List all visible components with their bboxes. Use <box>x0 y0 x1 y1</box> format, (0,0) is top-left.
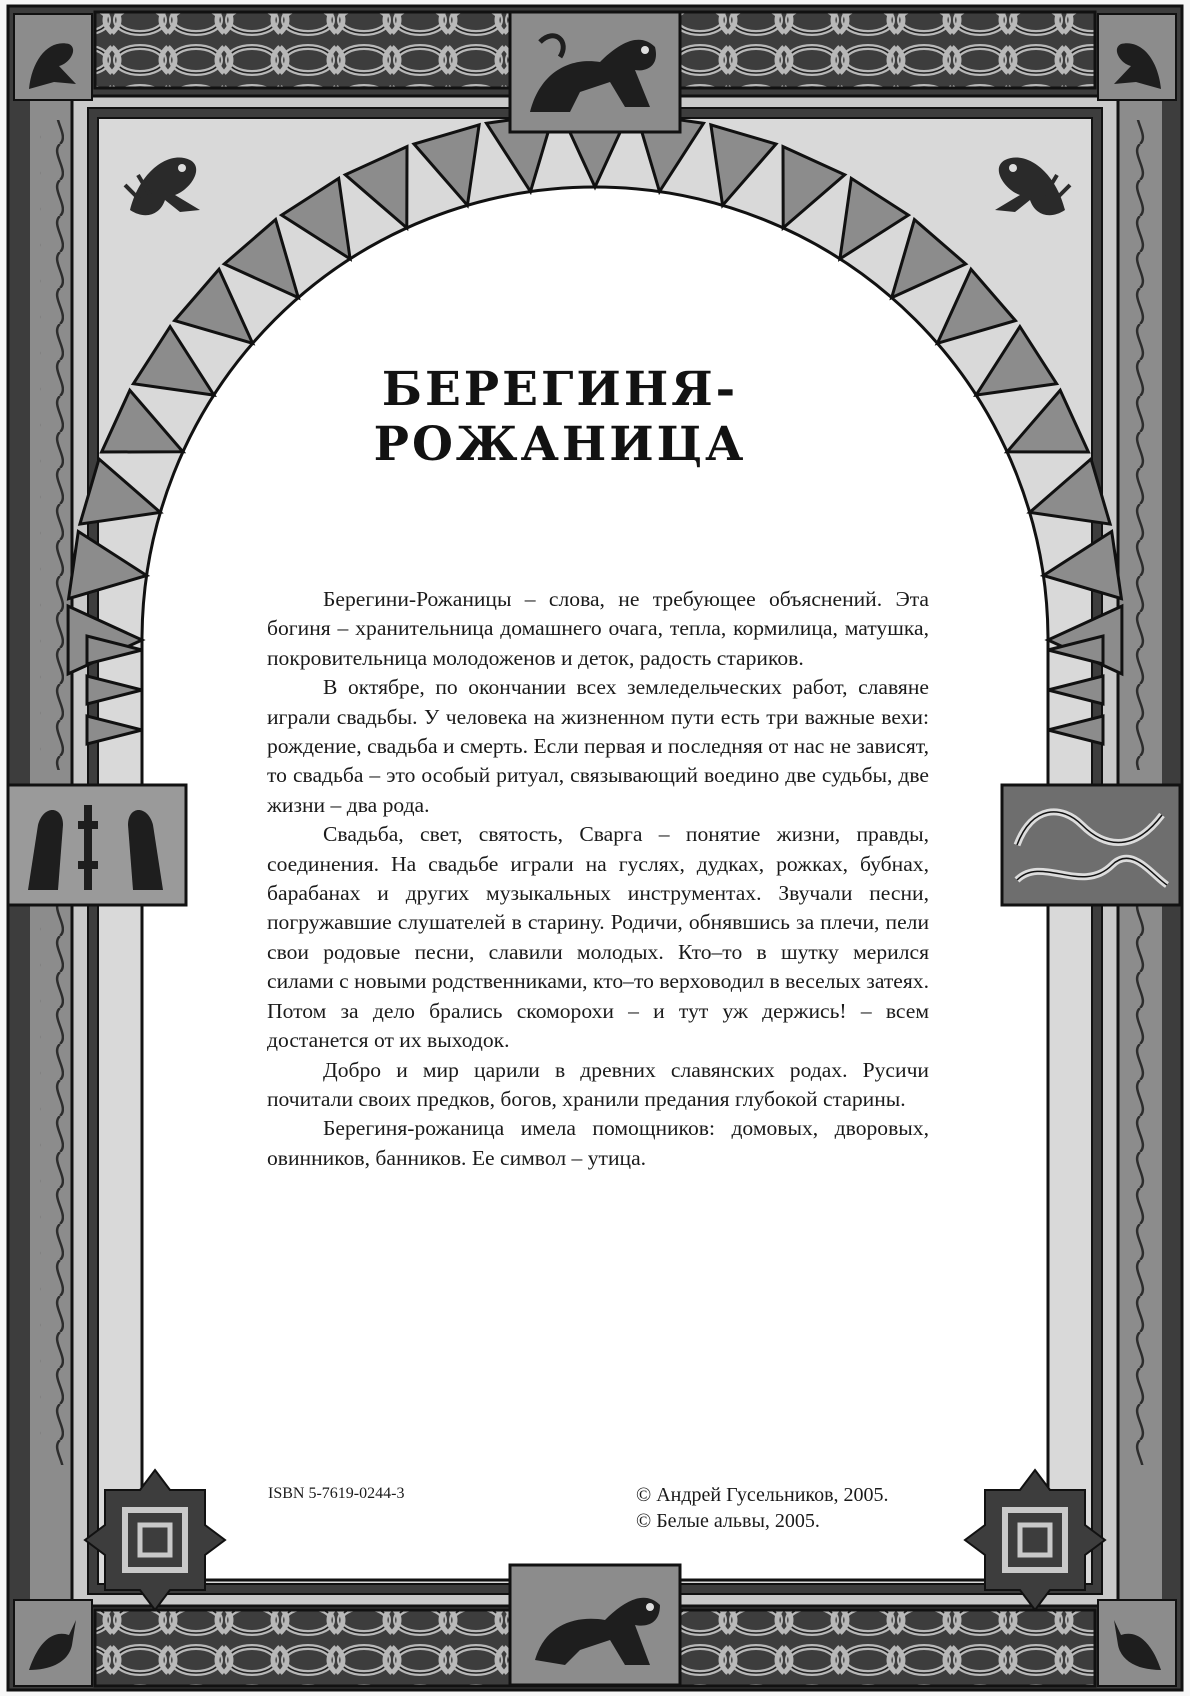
copyright-line: © Белые альвы, 2005. <box>636 1510 820 1532</box>
bird-icon <box>14 14 92 100</box>
body-text <box>267 585 929 1173</box>
copyright-block <box>636 1482 889 1534</box>
copyright-line: © Андрей Гусельников, 2005. <box>636 1484 889 1506</box>
wolf-icon <box>510 1565 680 1685</box>
left-wavy-band-lower <box>40 905 64 1465</box>
paragraph: В октябре, по окончании всех земледельческих работ, славяне играли свадьбы. У человека на жизненном пути есть три важные вехи: рождение, свадьба и смерть. Если первая и последняя от нас не зависят, то свадьба – это особый ритуал, связывающий воедино две судьбы, две жизни – два рода. <box>267 675 929 817</box>
left-wavy-band <box>40 120 64 770</box>
lion-icon <box>510 12 680 132</box>
paragraph: Свадьба, свет, святость, Сварга – понятие жизни, правды, соединения. На свадьбе играли на гуслях, дудках, рожках, бубнах, барабанах и других музыкальных инструментах. Звучали песни, погружавшие слушателей в старину. Родичи, обнявшись за плечи, пели свои родовые песни, славили молодых. Кто–то в шутку мерился силами с новыми родственниками, кто–то верховодил в веселых затеях. Потом за дело брались скоморохи – и тут уж держись! – всем достанется от их выходок. <box>267 822 929 1053</box>
paragraph: Берегини-Рожаницы – слова, не требующее объяснений. Эта богиня – хранительница домашнего очага, тепла, кормилица, матушка, покровительница молодоженов и деток, радость стариков. <box>267 587 929 670</box>
isbn-label: ISBN 5-7619-0244-3 <box>268 1485 405 1502</box>
right-wavy-band-lower <box>1126 905 1150 1465</box>
bird-icon <box>1098 14 1176 100</box>
beast-knot-icon <box>1002 785 1180 905</box>
wolf-icon <box>14 1600 92 1686</box>
knot-square-icon <box>85 1470 225 1610</box>
page-title: БЕРЕГИНЯ-РОЖАНИЦА <box>373 362 747 472</box>
beast-knot-icon <box>8 785 186 905</box>
paragraph: Добро и мир царили в древних славянских родах. Русичи почитали своих предков, богов, хранили предания глубокой старины. <box>267 1057 929 1111</box>
wolf-icon <box>1098 1600 1176 1686</box>
right-wavy-band <box>1126 120 1150 770</box>
paragraph: Берегиня-рожаница имела помощников: домовых, дворовых, овинников, банников. Ее символ – утица. <box>267 1116 929 1170</box>
knot-square-icon <box>965 1470 1105 1610</box>
